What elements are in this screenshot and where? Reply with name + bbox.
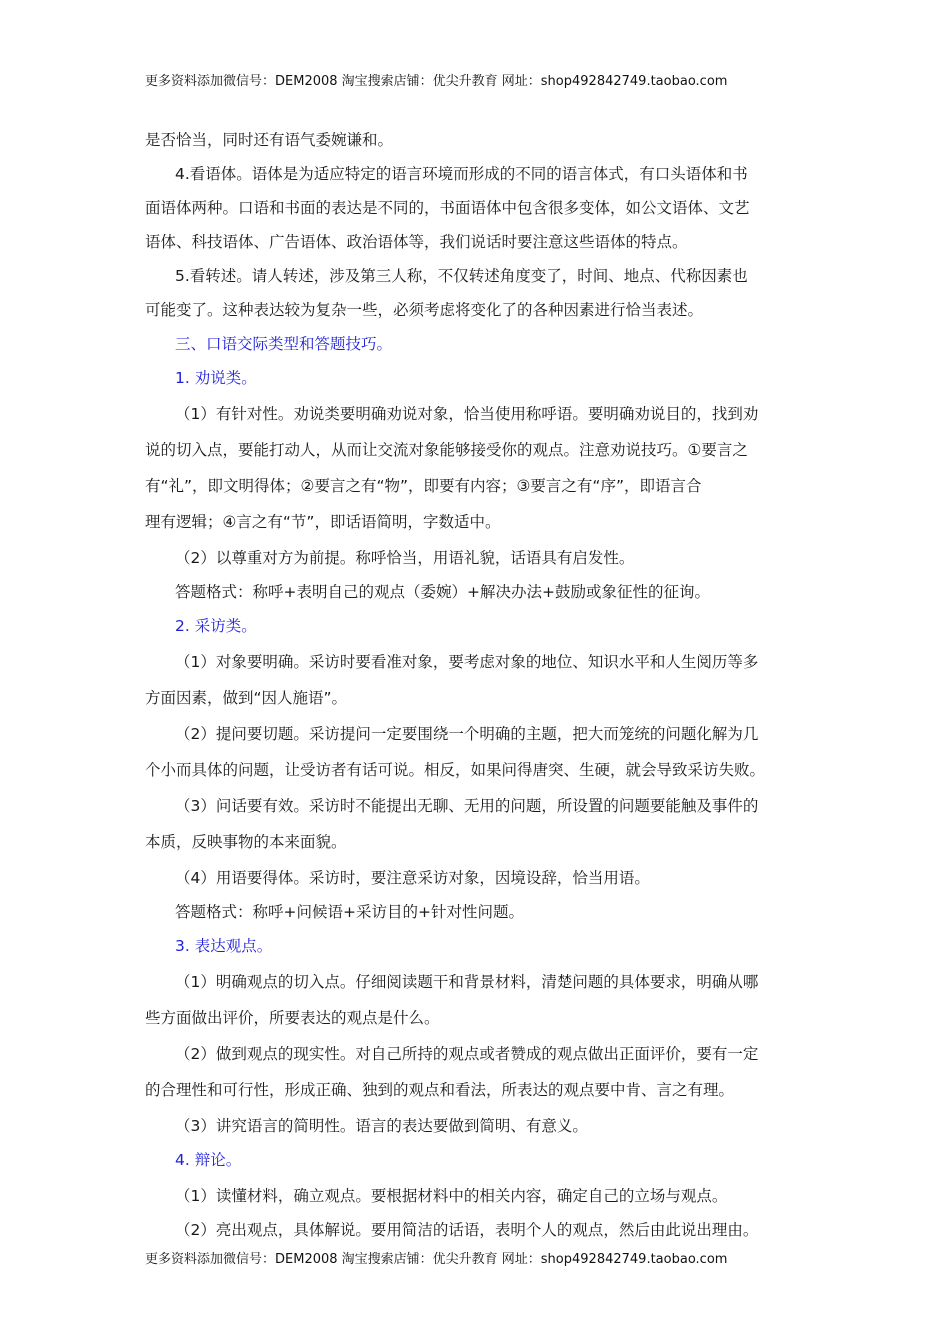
body-line: （2）提问要切题。采访提问一定要围绕一个明确的主题，把大而笼统的问题化解为几	[175, 725, 759, 743]
body-line: （2）亮出观点，具体解说。要用简洁的话语，表明个人的观点，然后由此说出理由。	[175, 1221, 759, 1239]
section-heading: 三、口语交际类型和答题技巧。	[175, 335, 393, 353]
body-line: 有“礼”，即文明得体；②要言之有“物”，即要有内容；③要言之有“序”，即语言合	[145, 477, 702, 495]
subsection-heading: 2. 采访类。	[175, 617, 257, 635]
body-line: 语体、科技语体、广告语体、政治语体等，我们说话时要注意这些语体的特点。	[145, 233, 688, 251]
body-line: （1）对象要明确。采访时要看准对象，要考虑对象的地位、知识水平和人生阅历等多	[175, 653, 759, 671]
body-line: 说的切入点，要能打动人，从而让交流对象能够接受你的观点。注意劝说技巧。①要言之	[145, 441, 748, 459]
body-line: 4.看语体。语体是为适应特定的语言环境而形成的不同的语言体式，有口头语体和书	[175, 165, 748, 183]
body-line: （2）以尊重对方为前提。称呼恰当，用语礼貌，话语具有启发性。	[175, 549, 635, 567]
body-line: 理有逻辑；④言之有“节”，即话语简明，字数适中。	[145, 513, 501, 531]
body-line: 面语体两种。口语和书面的表达是不同的，书面语体中包含很多变体，如公文语体、文艺	[145, 199, 750, 217]
answer-format: 答题格式：称呼+表明自己的观点（委婉）+解决办法+鼓励或象征性的征询。	[175, 583, 710, 601]
subsection-heading: 4. 辩论。	[175, 1151, 242, 1169]
body-line: （3）问话要有效。采访时不能提出无聊、无用的问题，所设置的问题要能触及事件的	[175, 797, 759, 815]
subsection-heading: 3. 表达观点。	[175, 937, 273, 955]
body-line: 的合理性和可行性，形成正确、独到的观点和看法，所表达的观点要中肯、言之有理。	[145, 1081, 735, 1099]
body-line: （4）用语要得体。采访时，要注意采访对象，因境设辞，恰当用语。	[175, 869, 650, 887]
body-line: （1）读懂材料，确立观点。要根据材料中的相关内容，确定自己的立场与观点。	[175, 1187, 728, 1205]
body-line: （1）有针对性。劝说类要明确劝说对象，恰当使用称呼语。要明确劝说目的，找到劝	[175, 405, 759, 423]
answer-format: 答题格式：称呼+问候语+采访目的+针对性问题。	[175, 903, 524, 921]
subsection-heading: 1. 劝说类。	[175, 369, 257, 387]
body-line: （1）明确观点的切入点。仔细阅读题干和背景材料，清楚问题的具体要求，明确从哪	[175, 973, 759, 991]
body-line: （3）讲究语言的简明性。语言的表达要做到简明、有意义。	[175, 1117, 588, 1135]
body-line: 方面因素，做到“因人施语”。	[145, 689, 348, 707]
body-line: 个小而具体的问题，让受访者有话可说。相反，如果问得唐突、生硬，就会导致采访失败。	[145, 761, 766, 779]
body-line: 5.看转述。请人转述，涉及第三人称，不仅转述角度变了，时间、地点、代称因素也	[175, 267, 748, 285]
body-line: （2）做到观点的现实性。对自己所持的观点或者赞成的观点做出正面评价，要有一定	[175, 1045, 759, 1063]
page-footer: 更多资料添加微信号：DEM2008 淘宝搜索店铺：优尖升教育 网址：shop492842749.taobao.com	[145, 1252, 728, 1267]
page-header: 更多资料添加微信号：DEM2008 淘宝搜索店铺：优尖升教育 网址：shop492842749.taobao.com	[145, 74, 728, 89]
body-line: 些方面做出评价，所要表达的观点是什么。	[145, 1009, 440, 1027]
body-line: 是否恰当，同时还有语气委婉谦和。	[145, 131, 394, 149]
body-line: 可能变了。这种表达较为复杂一些，必须考虑将变化了的各种因素进行恰当表述。	[145, 301, 704, 319]
body-line: 本质，反映事物的本来面貌。	[145, 833, 347, 851]
